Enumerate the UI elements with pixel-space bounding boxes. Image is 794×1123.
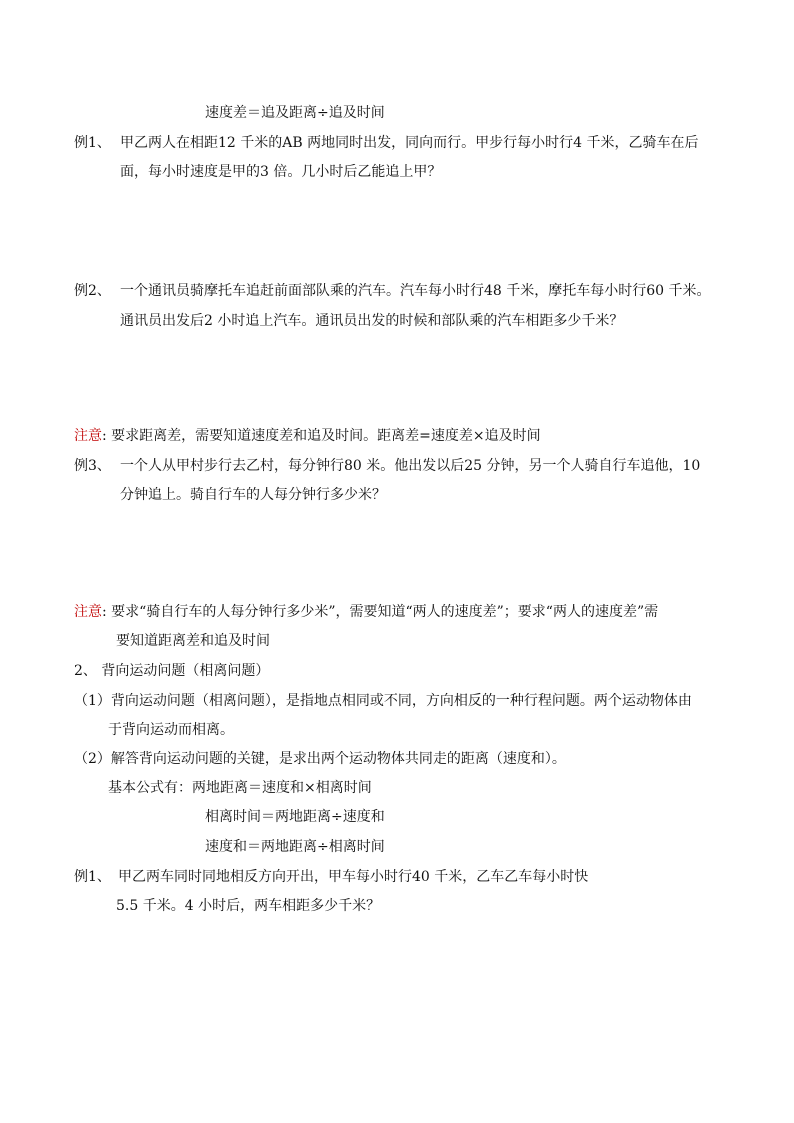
- s2-example1-label: 例1、: [74, 869, 111, 885]
- note2-line1: : 要求“骑自行车的人每分钟行多少米”，需要知道“两人的速度差”；要求“两人的速度差”需: [102, 604, 659, 620]
- formula-speed-difference: 速度差＝追及距离÷追及时间: [205, 105, 385, 121]
- formula-separation-time: 相离时间＝两地距离÷速度和: [205, 809, 385, 825]
- point2: （2）解答背向运动问题的关键，是求出两个运动物体共同走的距离（速度和）。: [74, 751, 566, 767]
- section2-heading: 2、 背向运动问题（相离问题）: [74, 663, 270, 679]
- example2-line1: 一个通讯员骑摩托车追赶前面部队乘的汽车。汽车每小时行48 千米，摩托车每小时行60 千米。: [120, 283, 711, 299]
- note1: [74, 427, 541, 445]
- s2-example1-line1: 甲乙两车同时同地相反方向开出，甲车每小时行40 千米，乙车乙车每小时快: [118, 869, 589, 885]
- example3-label: 例3、: [74, 458, 111, 474]
- example1-label: 例1、: [74, 135, 111, 151]
- point1-line2: 于背向运动而相离。: [108, 722, 234, 738]
- note2-label: 注意: [74, 604, 102, 620]
- formula-intro: 基本公式有：两地距离＝速度和×相离时间: [108, 780, 372, 796]
- example3-line1: 一个人从甲村步行去乙村，每分钟行80 米。他出发以后25 分钟，另一个人骑自行车追他，10: [120, 458, 701, 474]
- example3-line2: 分钟追上。骑自行车的人每分钟行多少米？: [120, 487, 386, 503]
- note2-line2: 要知道距离差和追及时间: [116, 633, 270, 649]
- formula-speed-sum: 速度和＝两地距离÷相离时间: [205, 839, 385, 855]
- s2-example1-line2: 5.5 千米。4 小时后，两车相距多少千米？: [116, 898, 381, 914]
- example2-line2: 通讯员出发后2 小时追上汽车。通讯员出发的时候和部队乘的汽车相距多少千米？: [120, 313, 624, 329]
- point1-line1: （1）背向运动问题（相离问题），是指地点相同或不同，方向相反的一种行程问题。两个运动物体由: [74, 693, 692, 709]
- example1-line2: 面，每小时速度是甲的3 倍。几小时后乙能追上甲？: [120, 164, 442, 180]
- example2-label: 例2、: [74, 283, 111, 299]
- note2: [74, 603, 658, 621]
- note1-text: : 要求距离差，需要知道速度差和追及时间。距离差=速度差×追及时间: [102, 428, 541, 444]
- example1-line1: 甲乙两人在相距12 千米的AB 两地同时出发，同向而行。甲步行每小时行4 千米，乙骑车在后: [120, 135, 699, 151]
- note1-label: 注意: [74, 428, 102, 444]
